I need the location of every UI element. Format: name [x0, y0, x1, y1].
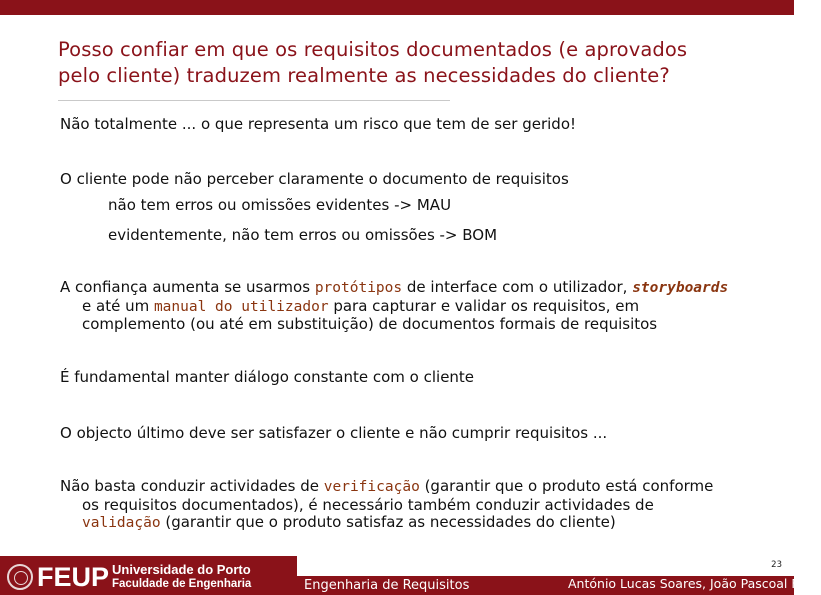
authors: António Lucas Soares, João Pascoal Faria [568, 576, 821, 591]
faculty-name: Faculdade de Engenharia [112, 578, 252, 590]
university-name: Universidade do Porto [112, 562, 251, 577]
highlight-verification: verificação [323, 479, 420, 495]
bullet-not-totally: Não totalmente ... o que representa um risco que tem de ser gerido! [60, 115, 577, 133]
highlight-storyboards: storyboards [632, 280, 729, 296]
feup-logo-block [0, 556, 297, 595]
university-seal-icon [7, 564, 33, 590]
slide-footer [0, 556, 821, 595]
highlight-prototypes: protótipos [314, 280, 403, 296]
slide-title [58, 37, 758, 89]
sub-bullet-bad: não tem erros ou omissões evidentes -> MAU [108, 196, 452, 214]
bullet-verification-validation: Não basta conduzir actividades de verificação (garantir que o produto está conforme os requisitos documentados), é necessário também conduzir actividades de validação (garantir que o produto satisfaz as necessidades do cliente) [60, 477, 714, 531]
bullet-client-perception: O cliente pode não perceber claramente o documento de requisitos [60, 170, 569, 188]
title-line-1: Posso confiar em que os requisitos documentados (e aprovados [58, 38, 688, 61]
bullet-confidence: A confiança aumenta se usarmos protótipos de interface com o utilizador, storyboards e até um manual do utilizador para capturar e validar os requisitos, em complemento (ou até em substituição) de documentos formais de requisitos [60, 278, 729, 333]
title-divider [58, 100, 450, 101]
course-name: Engenharia de Requisitos [304, 578, 470, 593]
page-number: 23 [771, 560, 782, 570]
bullet-dialogue: É fundamental manter diálogo constante com o cliente [60, 368, 475, 386]
highlight-validation: validação [82, 515, 161, 531]
bullet-ultimate-goal: O objecto último deve ser satisfazer o cliente e não cumprir requisitos ... [60, 424, 608, 442]
sub-bullet-good: evidentemente, não tem erros ou omissões -> BOM [108, 226, 498, 244]
highlight-user-manual: manual do utilizador [153, 298, 329, 315]
top-bar [0, 0, 794, 15]
feup-logo-text: FEUP [37, 562, 110, 592]
title-line-2: pelo cliente) traduzem realmente as necessidades do cliente? [58, 64, 670, 87]
